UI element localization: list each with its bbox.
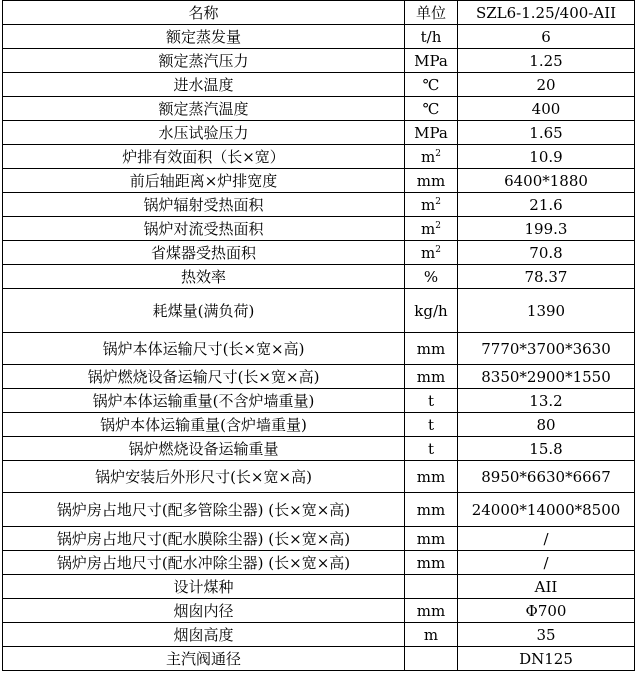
row-value: 78.37 [458, 265, 635, 289]
row-value: 35 [458, 623, 635, 647]
header-name: 名称 [3, 1, 405, 25]
row-value: 1.65 [458, 121, 635, 145]
row-name: 锅炉本体运输重量(不含炉墙重量) [3, 389, 405, 413]
row-name: 锅炉燃烧设备运输重量 [3, 437, 405, 461]
row-unit: mm [405, 333, 458, 365]
row-name: 锅炉房占地尺寸(配水冲除尘器) (长×宽×高) [3, 551, 405, 575]
header-row [3, 1, 635, 25]
row-unit: % [405, 265, 458, 289]
unit-base: m [421, 147, 436, 166]
row-name: 锅炉安装后外形尺寸(长×宽×高) [3, 461, 405, 493]
row-unit: t [405, 437, 458, 461]
row-value: / [458, 527, 635, 551]
row-unit: kg/h [405, 289, 458, 333]
row-name: 前后轴距离×炉排宽度 [3, 169, 405, 193]
row-unit [405, 575, 458, 599]
table-row [3, 289, 635, 333]
row-name: 锅炉房占地尺寸(配水膜除尘器) (长×宽×高) [3, 527, 405, 551]
row-name: 水压试验压力 [3, 121, 405, 145]
table-row [3, 49, 635, 73]
table-row [3, 121, 635, 145]
row-unit [405, 241, 458, 265]
row-name: 热效率 [3, 265, 405, 289]
row-unit: mm [405, 599, 458, 623]
unit-superscript: 2 [435, 196, 441, 207]
row-unit: t/h [405, 25, 458, 49]
table-row [3, 265, 635, 289]
table-row [3, 599, 635, 623]
row-unit: mm [405, 461, 458, 493]
row-unit: mm [405, 169, 458, 193]
row-name: 烟囱高度 [3, 623, 405, 647]
row-name: 锅炉对流受热面积 [3, 217, 405, 241]
table-row [3, 193, 635, 217]
header-model: SZL6-1.25/400-AII [458, 1, 635, 25]
table-row [3, 365, 635, 389]
row-name: 锅炉辐射受热面积 [3, 193, 405, 217]
row-value: 8350*2900*1550 [458, 365, 635, 389]
unit-base: m [421, 219, 436, 238]
table-row [3, 25, 635, 49]
row-value: 24000*14000*8500 [458, 493, 635, 527]
row-value: DN125 [458, 647, 635, 671]
table-row [3, 551, 635, 575]
table-row [3, 169, 635, 193]
unit-base: m [421, 195, 436, 214]
row-unit [405, 193, 458, 217]
row-value: 21.6 [458, 193, 635, 217]
row-value: 13.2 [458, 389, 635, 413]
row-value: 199.3 [458, 217, 635, 241]
boiler-spec-table [2, 0, 635, 671]
row-name: 额定蒸发量 [3, 25, 405, 49]
unit-superscript: 2 [435, 148, 441, 159]
row-value: 1390 [458, 289, 635, 333]
row-name: 省煤器受热面积 [3, 241, 405, 265]
row-name: 主汽阀通径 [3, 647, 405, 671]
row-unit: t [405, 389, 458, 413]
row-value: 6400*1880 [458, 169, 635, 193]
row-value: 10.9 [458, 145, 635, 169]
table-row [3, 575, 635, 599]
row-name: 锅炉房占地尺寸(配多管除尘器) (长×宽×高) [3, 493, 405, 527]
table-row [3, 333, 635, 365]
table-row [3, 145, 635, 169]
table-row [3, 241, 635, 265]
row-name: 锅炉本体运输尺寸(长×宽×高) [3, 333, 405, 365]
table-row [3, 437, 635, 461]
row-name: 设计煤种 [3, 575, 405, 599]
unit-base: m [421, 243, 436, 262]
row-value: 1.25 [458, 49, 635, 73]
unit-superscript: 2 [435, 220, 441, 231]
row-value: 8950*6630*6667 [458, 461, 635, 493]
row-unit: m [405, 623, 458, 647]
row-value: AII [458, 575, 635, 599]
table-row [3, 647, 635, 671]
row-name: 锅炉本体运输重量(含炉墙重量) [3, 413, 405, 437]
row-unit: ℃ [405, 97, 458, 121]
row-value: 6 [458, 25, 635, 49]
row-unit: t [405, 413, 458, 437]
row-value: 20 [458, 73, 635, 97]
row-name: 耗煤量(满负荷) [3, 289, 405, 333]
row-unit: mm [405, 493, 458, 527]
row-value: 7770*3700*3630 [458, 333, 635, 365]
table-row [3, 623, 635, 647]
table-row [3, 461, 635, 493]
row-unit: mm [405, 551, 458, 575]
row-name: 烟囱内径 [3, 599, 405, 623]
row-unit [405, 217, 458, 241]
row-unit: mm [405, 365, 458, 389]
table-row [3, 493, 635, 527]
row-unit: MPa [405, 121, 458, 145]
row-name: 锅炉燃烧设备运输尺寸(长×宽×高) [3, 365, 405, 389]
table-row [3, 413, 635, 437]
row-unit: ℃ [405, 73, 458, 97]
row-value: Φ700 [458, 599, 635, 623]
row-unit [405, 647, 458, 671]
unit-superscript: 2 [435, 244, 441, 255]
table-row [3, 217, 635, 241]
row-name: 额定蒸汽压力 [3, 49, 405, 73]
table-row [3, 389, 635, 413]
row-value: 80 [458, 413, 635, 437]
header-unit: 单位 [405, 1, 458, 25]
row-value: 400 [458, 97, 635, 121]
row-value: 70.8 [458, 241, 635, 265]
row-unit: mm [405, 527, 458, 551]
row-value: / [458, 551, 635, 575]
table-row [3, 527, 635, 551]
row-name: 额定蒸汽温度 [3, 97, 405, 121]
table-row [3, 97, 635, 121]
row-name: 进水温度 [3, 73, 405, 97]
row-name: 炉排有效面积（长×宽） [3, 145, 405, 169]
row-value: 15.8 [458, 437, 635, 461]
table-row [3, 73, 635, 97]
row-unit [405, 145, 458, 169]
row-unit: MPa [405, 49, 458, 73]
